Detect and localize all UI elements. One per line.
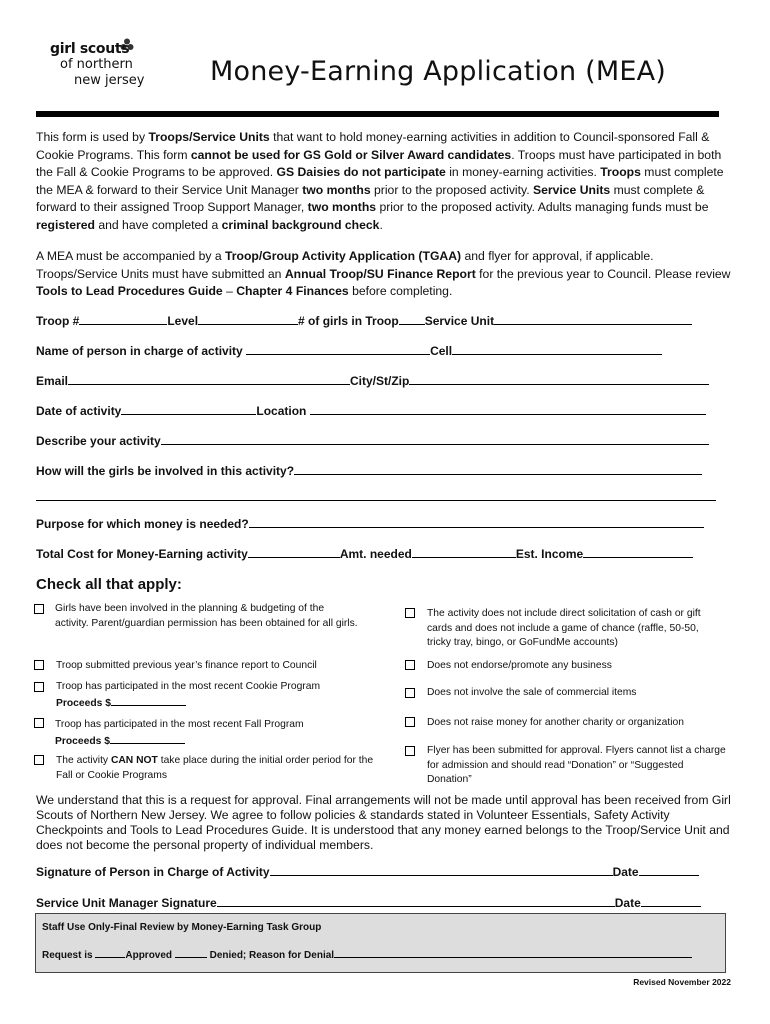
checkbox-girls-involved[interactable] xyxy=(34,604,44,614)
logo-line-3: new jersey xyxy=(74,73,145,88)
checkbox-flyer[interactable] xyxy=(405,746,415,756)
level-field[interactable] xyxy=(198,313,298,325)
signature-row-2: Service Unit Manager Signature Date xyxy=(36,895,716,910)
involved-row: How will the girls be involved in this activity? xyxy=(36,463,716,478)
troop-info-row: Troop # Level # of girls in Troop Service Unit xyxy=(36,313,716,328)
check-fall-program-label: Troop has participated in the most recent Fall Program xyxy=(55,719,304,730)
fall-proceeds-field[interactable] xyxy=(110,733,185,744)
fall-proceeds-row: Proceeds $ xyxy=(55,733,185,750)
intro-paragraph-2: A MEA must be accompanied by a Troop/Group Activity Application (TGAA) and flyer for approval, if applicable. Troops/Service Units must have submitted an Annual Troop/SU Finance Report for the previous year to Council. Please review Tools to Lead Procedures Guide – Chapter 4 Finances before completing. xyxy=(36,249,731,299)
involvement-field-line-2[interactable] xyxy=(36,500,716,501)
denial-reason-field[interactable] xyxy=(334,948,692,958)
check-no-charity-label: Does not raise money for another charity or organization xyxy=(427,717,684,728)
page-title: Money-Earning Application (MEA) xyxy=(210,56,666,87)
manager-date-field[interactable] xyxy=(641,895,701,907)
checkbox-no-charity[interactable] xyxy=(405,717,415,727)
check-no-commercial-label: Does not involve the sale of commercial items xyxy=(427,687,637,698)
staff-use-box xyxy=(35,913,726,973)
staff-review-row: Request is Approved Denied; Reason for Denial xyxy=(42,948,692,961)
revised-date: Revised November 2022 xyxy=(633,977,731,987)
check-flyer-label: Flyer has been submitted for approval. Flyers cannot list a charge for admission and should read “Donation” or “Suggested Donation” xyxy=(427,745,726,785)
check-no-endorse-label: Does not endorse/promote any business xyxy=(427,660,612,671)
person-row: Name of person in charge of activity Cell xyxy=(36,343,716,358)
staff-title: Staff Use Only-Final Review by Money-Earning Task Group xyxy=(42,922,322,933)
email-row: Email City/St/Zip xyxy=(36,373,716,388)
checkbox-finance-report[interactable] xyxy=(34,660,44,670)
location-field[interactable] xyxy=(310,403,706,415)
check-cookie-program-label: Troop has participated in the most recent Cookie Program xyxy=(56,681,321,692)
girls-count-field[interactable] xyxy=(399,313,425,325)
amount-needed-field[interactable] xyxy=(412,546,516,558)
approved-field[interactable] xyxy=(95,948,125,958)
check-order-period-label: The activity CAN NOT take place during the initial order period for the Fall or Cookie Programs xyxy=(56,755,374,781)
logo-line-1: girl scouts xyxy=(50,41,130,57)
logo-line-2: of northern xyxy=(60,57,133,72)
cost-row: Total Cost for Money-Earning activity Amt. needed Est. Income xyxy=(36,546,716,561)
checkbox-fall-program[interactable] xyxy=(34,718,44,728)
person-signature-field[interactable] xyxy=(270,864,613,876)
person-date-field[interactable] xyxy=(639,864,699,876)
involvement-field[interactable] xyxy=(294,463,702,475)
denied-field[interactable] xyxy=(175,948,207,958)
cookie-proceeds-field[interactable] xyxy=(111,695,186,706)
troop-number-field[interactable] xyxy=(79,313,167,325)
check-girls-involved-label: Girls have been involved in the planning & budgeting of the activity. Parent/guardian permission has been obtained for all girls. xyxy=(55,603,358,629)
purpose-row: Purpose for which money is needed? xyxy=(36,516,716,531)
email-field[interactable] xyxy=(68,373,350,385)
signature-row-1: Signature of Person in Charge of Activity Date xyxy=(36,864,716,879)
checklist-heading: Check all that apply: xyxy=(36,576,182,593)
check-no-solicitation-label: The activity does not include direct solicitation of cash or gift cards and does not include a game of chance (raffle, 50-50, tricky tray, bingo, or GoFundMe accounts) xyxy=(427,608,701,648)
check-finance-report-label: Troop submitted previous year’s finance report to Council xyxy=(56,660,317,671)
checkbox-no-commercial[interactable] xyxy=(405,688,415,698)
describe-row: Describe your activity xyxy=(36,433,716,448)
intro-paragraph-1: This form is used by Troops/Service Units that want to hold money-earning activities in addition to Council-sponsored Fall & Cookie Programs. This form cannot be used for GS Gold or Silver Award candidates. Troops must have participated in both the Fall & Cookie Programs to be approved. GS Daisies do not participate in money-earning activities. Troops must complete the MEA & forward to their Service Unit Manager two months prior to the proposed activity. Service Units must complete & forward to their assigned Troop Support Manager, two months prior to the proposed activity. Adults managing funds must be registered and have completed a criminal background check. xyxy=(36,130,724,232)
checkbox-no-solicitation[interactable] xyxy=(405,608,415,618)
checkbox-no-endorse[interactable] xyxy=(405,660,415,670)
cell-field[interactable] xyxy=(452,343,662,355)
describe-field[interactable] xyxy=(161,433,709,445)
agreement-paragraph: We understand that this is a request for approval. Final arrangements will not be made until approval has been received from Girl Scouts of Northern New Jersey. We agree to follow policies & standards stated in Volunteer Essentials, Safety Activity Checkpoints and Tools to Lead Procedures Guide. It is understood that any money earned belongs to the Troop/Service Unit and does not become the personal property of individual members. xyxy=(36,793,731,852)
person-in-charge-field[interactable] xyxy=(246,343,430,355)
title-divider xyxy=(36,111,719,117)
checkbox-cookie-program[interactable] xyxy=(34,682,44,692)
date-field[interactable] xyxy=(121,403,256,415)
date-row: Date of activity Location xyxy=(36,403,716,418)
cookie-proceeds-row: Proceeds $ xyxy=(56,695,186,712)
purpose-field[interactable] xyxy=(249,516,704,528)
manager-signature-field[interactable] xyxy=(217,895,615,907)
checkbox-order-period[interactable] xyxy=(34,755,44,765)
est-income-field[interactable] xyxy=(583,546,693,558)
service-unit-field[interactable] xyxy=(494,313,692,325)
total-cost-field[interactable] xyxy=(248,546,340,558)
city-st-zip-field[interactable] xyxy=(409,373,709,385)
